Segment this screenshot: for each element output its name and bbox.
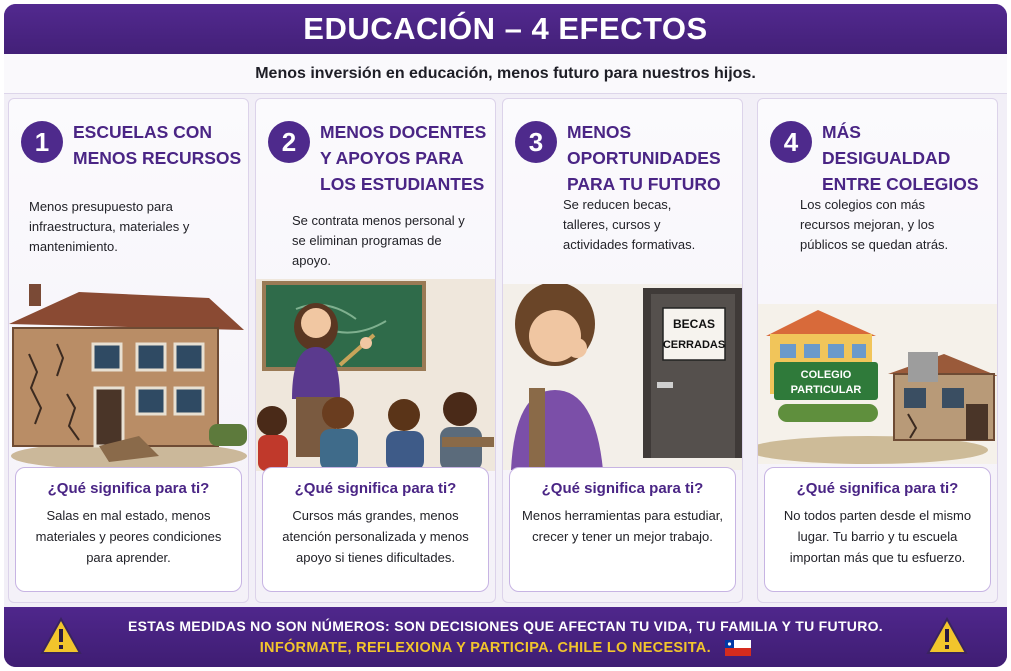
question-answer-3: Menos herramientas para estudiar, crecer y tener un mejor trabajo. [522,508,723,544]
effects-panels [4,94,1007,607]
effect-number-4: 4 [770,121,812,163]
effect-panel-2 [255,98,496,603]
effect-title-4: MÁS DESIGUALDAD ENTRE COLEGIOS [822,122,979,194]
private-school-sign-line-1: COLEGIO [800,369,852,381]
question-box-4 [764,467,991,592]
effect-title-2: MENOS DOCENTES Y APOYOS PARA LOS ESTUDIANTES [320,122,487,194]
question-answer-1: Salas en mal estado, menos materiales y peores condiciones para aprender. [35,508,222,565]
effect-title-1: ESCUELAS CON MENOS RECURSOS [73,122,242,168]
question-box-2 [262,467,489,592]
question-title-2: ¿Qué significa para ti? [294,480,457,497]
effect-panel-3 [502,98,743,603]
footer-call-to-action-text: INFÓRMATE, REFLEXIONA Y PARTICIPA. CHILE LO NECESITA. [259,640,711,656]
question-title-4: ¿Qué significa para ti? [796,480,959,497]
unequal-schools-illustration [758,304,998,464]
poster [4,4,1007,667]
question-title-1: ¿Qué significa para ti? [47,480,210,497]
door-sign-line-2: CERRADAS [662,339,726,351]
subtitle: Menos inversión en educación, menos futuro para nuestros hijos. [4,54,1007,94]
question-title-3: ¿Qué significa para ti? [541,480,704,497]
teacher-classroom-illustration [256,279,496,471]
effect-title-3: MENOS OPORTUNIDADES PARA TU FUTURO [567,122,721,194]
warning-icon [926,617,968,655]
footer-message: ESTAS MEDIDAS NO SON NÚMEROS: SON DECISIONES QUE AFECTAN TU VIDA, TU FAMILIA Y TU FUTURO. [128,618,883,634]
question-box-1 [15,467,242,592]
footer-call-to-action [74,640,937,656]
page-title: EDUCACIÓN – 4 EFECTOS [4,4,1007,54]
footer-banner [4,607,1007,667]
private-school-sign-line-2: PARTICULAR [790,384,862,396]
question-answer-4: No todos parten desde el mismo lugar. Tu barrio y tu escuela importan más que tu esfuerzo. [783,508,972,565]
effect-panel-1 [8,98,249,603]
effect-description-1: Menos presupuesto para infraestructura, materiales y mantenimiento. [29,199,190,254]
effect-number-3: 3 [515,121,557,163]
door-sign-line-1: BECAS [672,317,716,331]
effect-description-3: Se reducen becas, talleres, cursos y actividades formativas. [563,197,696,252]
effect-description-4: Los colegios con más recursos mejoran, y los públicos se quedan atrás. [800,197,949,252]
effect-panel-4 [757,98,998,603]
chile-flag-icon [725,640,751,656]
effect-description-2: Se contrata menos personal y se eliminan programas de apoyo. [292,213,465,268]
closed-scholarships-illustration [503,284,743,470]
question-answer-2: Cursos más grandes, menos atención personalizada y menos apoyo si tienes dificultades. [282,508,469,565]
damaged-school-illustration [9,284,249,469]
effect-number-2: 2 [268,121,310,163]
question-box-3 [509,467,736,592]
effect-number-1: 1 [21,121,63,163]
